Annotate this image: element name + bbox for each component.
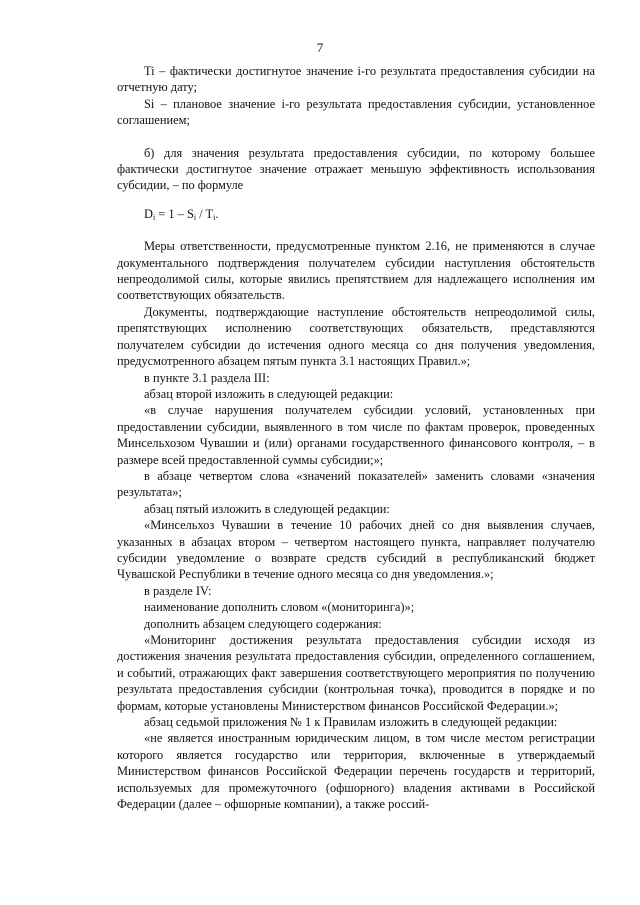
- paragraph-violation-quote: «в случае нарушения получателем субсидии условий, установленных при предоставлении субсидии, выявленного в том числе по фактам проверок, проведенных Минсельхозом Чувашии и (или) органами государственного финансового контроля, – в размере всей предоставленной суммы субсидии;»;: [117, 403, 595, 467]
- formula-sub-2: i: [193, 212, 197, 222]
- paragraph-item-3-1: в пункте 3.1 раздела III:: [144, 370, 270, 385]
- paragraph-fourth-abzac: в абзаце четвертом слова «значений показателей» заменить словами «значения результата»;: [117, 468, 595, 500]
- paragraph-liability: Меры ответственности, предусмотренные пунктом 2.16, не применяются в случае документального подтверждения получателем субсидии наступления обстоятельств непреодолимой силы, которые явились препятствием для надлежащего исполнения им соответствующих обязательств.: [117, 239, 595, 303]
- paragraph-add-abzac: дополнить абзацем следующего содержания:: [144, 616, 382, 631]
- paragraph-ti-definition: Ti – фактически достигнутое значение i-го результата предоставления субсидии на отчетную дату;: [117, 64, 595, 95]
- formula-sub-3: i: [213, 212, 216, 222]
- formula-end: .: [215, 206, 219, 221]
- paragraph-minselhoz-quote: «Минсельхоз Чувашии в течение 10 рабочих дней со дня выявления случаев, указанных в абзацах втором – четвертом настоящего пункта, направляет получателю субсидии уведомление о возврате средств субсидий в республиканский бюджет Чувашской Республики в течение одного месяца со дня уведомления.»;: [117, 518, 595, 582]
- paragraph-offshore-quote: «не является иностранным юридическим лицом, в том числе местом регистрации которого является государство или территория, включенные в утверждаемый Министерством финансов Российской Федерации перечень государств и территорий, используемых для промежуточного (офшорного) владения активами в Российской Федерации (далее – офшорные компании), а также россий-: [117, 731, 595, 812]
- paragraph-section-iv: в разделе IV:: [144, 583, 212, 598]
- paragraph-formula-intro: б) для значения результата предоставления субсидии, по которому большее фактически достигнутое значение отражает меньшую эффективность использования субсидии, – по формуле: [117, 145, 595, 193]
- page-number: 7: [316, 40, 324, 55]
- paragraph-fifth-abzac: абзац пятый изложить в следующей редакции:: [144, 501, 390, 516]
- formula-d: D: [144, 206, 153, 221]
- paragraph-si-definition: Si – плановое значение i-го результата предоставления субсидии, установленное соглашением;: [117, 96, 595, 128]
- paragraph-documents: Документы, подтверждающие наступление обстоятельств непреодолимой силы, препятствующих исполнению соответствующих обязательств, представляются получателем субсидии до истечения одного месяца со дня получения уведомления, предусмотренного абзацем пятым пункта 3.1 настоящих Правил.»;: [117, 304, 595, 369]
- formula-sep: / T: [196, 206, 214, 221]
- paragraph-second-abzac: абзац второй изложить в следующей редакции:: [144, 386, 394, 401]
- formula-di: [117, 206, 595, 222]
- paragraph-monitoring-quote: «Мониторинг достижения результата предоставления субсидии исходя из достижения значения результата предоставления субсидии, определенного соглашением, и событий, отражающих факт завершения соответствующего мероприятия по получению результата предоставления субсидии (контрольная точка), проводится в порядке и по формам, которые установлены Министерством финансов Российской Федерации.»;: [117, 633, 595, 713]
- paragraph-title-addition: наименование дополнить словом «(мониторинга)»;: [144, 600, 415, 615]
- paragraph-appendix-1: абзац седьмой приложения № 1 к Правилам изложить в следующей редакции:: [144, 715, 558, 730]
- formula-sub-1: i: [152, 212, 156, 222]
- body-text: [117, 63, 595, 812]
- formula-eq: = 1 – S: [155, 206, 194, 221]
